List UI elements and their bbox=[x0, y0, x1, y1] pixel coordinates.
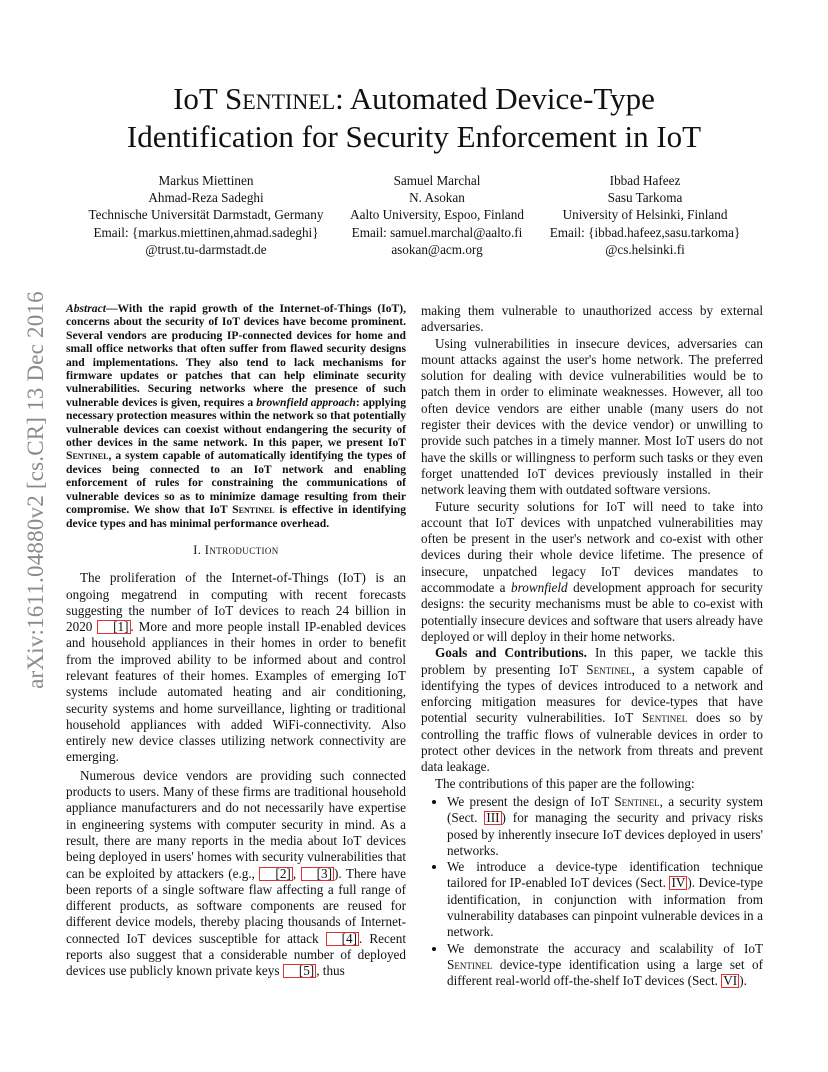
author-group-1 bbox=[89, 172, 324, 258]
author-email: Email: {markus.miettinen,ahmad.sadeghi} bbox=[93, 224, 319, 240]
author-name: Ibbad Hafeez bbox=[609, 173, 681, 188]
author-name: Ahmad-Reza Sadeghi bbox=[148, 190, 264, 206]
author-group-3 bbox=[550, 172, 741, 258]
section-link[interactable]: VI bbox=[723, 973, 738, 989]
author-affiliation: University of Helsinki, Finland bbox=[562, 207, 728, 223]
body-paragraph: Future security solutions for IoT will need to take into account that IoT devices with unpatched vulnerabilities may often be present in the user's network and co-exist with other devices during their whole device lifetime. The presence of insecure, unpatched legacy IoT devices mandates to accommodate a brownfield development approach for security designs: the security mechanisms must be able to co-exist with potentially insecure devices and software that users already have deployed or will deploy in their home networks. bbox=[421, 498, 763, 644]
author-email: Email: samuel.marchal@aalto.fi bbox=[351, 224, 523, 240]
contributions-list bbox=[421, 794, 763, 990]
body-paragraph: The contributions of this paper are the following: bbox=[435, 775, 695, 791]
citation-link[interactable]: [4] bbox=[326, 932, 359, 946]
intro-paragraph-1: The proliferation of the Internet-of-Things (IoT) is an ongoing megatrend in computing with recent forecasts suggesting the number of IoT devices to reach 24 billion in 2020 [1] . More and more people install IP-enabled devices and household appliances in their homes in order to benefit from the improved ability to be informed about and control relevant features of their homes. Examples of emerging IoT systems include automated heating and air conditioning, security systems and home surveillance, lighting or traditional household appliances with added WiFi-connectivity. Also entirely new device classes utilizing network connectivity are emerging. bbox=[66, 570, 406, 765]
author-email: asokan@acm.org bbox=[391, 241, 483, 257]
author-name: Markus Miettinen bbox=[158, 173, 254, 188]
arxiv-stamp bbox=[16, 280, 56, 700]
section-link[interactable]: IV bbox=[671, 875, 686, 891]
paper-title bbox=[0, 80, 828, 156]
list-item: • We demonstrate the accuracy and scalability of IoT Sentinel device-type identification using a large set of different real-world off-the-shelf IoT devices (Sect. VI ). bbox=[447, 941, 763, 990]
author-affiliation: Aalto University, Espoo, Finland bbox=[350, 207, 524, 223]
author-name: Sasu Tarkoma bbox=[607, 190, 683, 206]
author-affiliation: Technische Universität Darmstadt, Germany bbox=[88, 207, 324, 223]
list-item: • We present the design of IoT Sentinel, a security system (Sect. III ) for managing the security and privacy risks posed by inherently insecure IoT devices deployed in users' networks. bbox=[447, 794, 763, 859]
arxiv-identifier: arXiv:1611.04880v2 [cs.CR] 13 Dec 2016 bbox=[23, 291, 48, 689]
citation-link[interactable]: [5] bbox=[283, 964, 316, 978]
title-line-2: Identification for Security Enforcement in IoT bbox=[126, 119, 702, 154]
citation-link[interactable]: [2] bbox=[259, 867, 292, 881]
author-email: @trust.tu-darmstadt.de bbox=[145, 241, 267, 257]
list-item: • We introduce a device-type identification technique tailored for IP-enabled IoT devices (Sect. IV ). Device-type identification, in conjunction with information from vulnerability databases can pinpoint vulnerable devices in a network. bbox=[447, 859, 763, 940]
body-paragraph: Using vulnerabilities in insecure devices, adversaries can mount attacks against the user's home network. The preferred solution for dealing with device vulnerabilities would be to patch them in order to eliminate weaknesses. However, all too often device vendors are either unable (many users do not register their devices with the device vendor) or unwilling to provide such patches in a timely manner. Most IoT users do not have the skills or willingness to perform such tasks or they even forget unattended IoT devices previously installed in their network leaving them with outdated software versions. bbox=[421, 335, 763, 498]
author-email: Email: {ibbad.hafeez,sasu.tarkoma} bbox=[549, 224, 741, 240]
author-name: N. Asokan bbox=[409, 190, 465, 206]
citation-link[interactable]: [3] bbox=[301, 867, 334, 881]
title-line-1: IoT Sentinel: Automated Device-Type bbox=[173, 81, 655, 116]
section-heading-introduction: I. Introduction bbox=[193, 542, 279, 557]
paragraph-heading: Goals and Contributions. bbox=[435, 645, 587, 661]
author-block bbox=[0, 172, 828, 262]
abstract: Abstract—With the rapid growth of the Internet-of-Things (IoT), concerns about the security of IoT devices have become prominent. Several vendors are producing IP-connected devices for home and small office networks that often suffer from flawed security designs and implementations. They also tend to lack mechanisms for firmware updates or patches that can help eliminate security vulnerabilities. Securing networks where the presence of such vulnerable devices is given, requires a brownfield approach: applying necessary protection measures within the network so that potentially vulnerable devices can coexist without endangering the security of other devices in the same network. In this paper, we present IoT Sentinel, a system capable of automatically identifying the types of devices being connected to an IoT network and enabling enforcement of rules for constraining the communications of vulnerable devices so as to minimize damage resulting from their compromise. We show that IoT Sentinel is effective in identifying device types and has minimal performance overhead. bbox=[66, 302, 406, 530]
citation-link[interactable]: [1] bbox=[97, 620, 130, 634]
section-link[interactable]: III bbox=[486, 810, 500, 826]
author-email: @cs.helsinki.fi bbox=[605, 241, 685, 257]
right-column bbox=[421, 303, 763, 989]
author-name: Samuel Marchal bbox=[393, 173, 481, 188]
left-column bbox=[66, 302, 406, 980]
intro-paragraph-2: Numerous device vendors are providing such connected products to users. Many of these firms are traditional household appliance manufacturers and do not necessarily have expertise in engineering systems with computer security in mind. As a result, there are many reports in the media about IoT devices being deployed in users' homes with security vulnerabilities that can be exploited by attackers (e.g., [2] , [3] ). There have been reports of a single software flaw affecting a full range of different products, as software components are reused for different device models, thereby placing thousands of Internet-connected IoT devices susceptible for attack [4] . Recent reports also suggest that a considerable number of deployed devices use publicly known private keys [5] , thus bbox=[66, 767, 406, 979]
body-paragraph-continued: making them vulnerable to unauthorized access by external adversaries. bbox=[421, 303, 763, 335]
author-group-2 bbox=[350, 172, 524, 258]
goals-paragraph: Goals and Contributions. In this paper, we tackle this problem by presenting IoT Sentinel, a system capable of identifying the types of devices introduced to a network and enforcing mitigation measures for device-types that have potential security vulnerabilities. IoT Sentinel does so by controlling the traffic flows of vulnerable devices in order to protect other devices in the network from threats and prevent data leakage. bbox=[421, 645, 763, 775]
